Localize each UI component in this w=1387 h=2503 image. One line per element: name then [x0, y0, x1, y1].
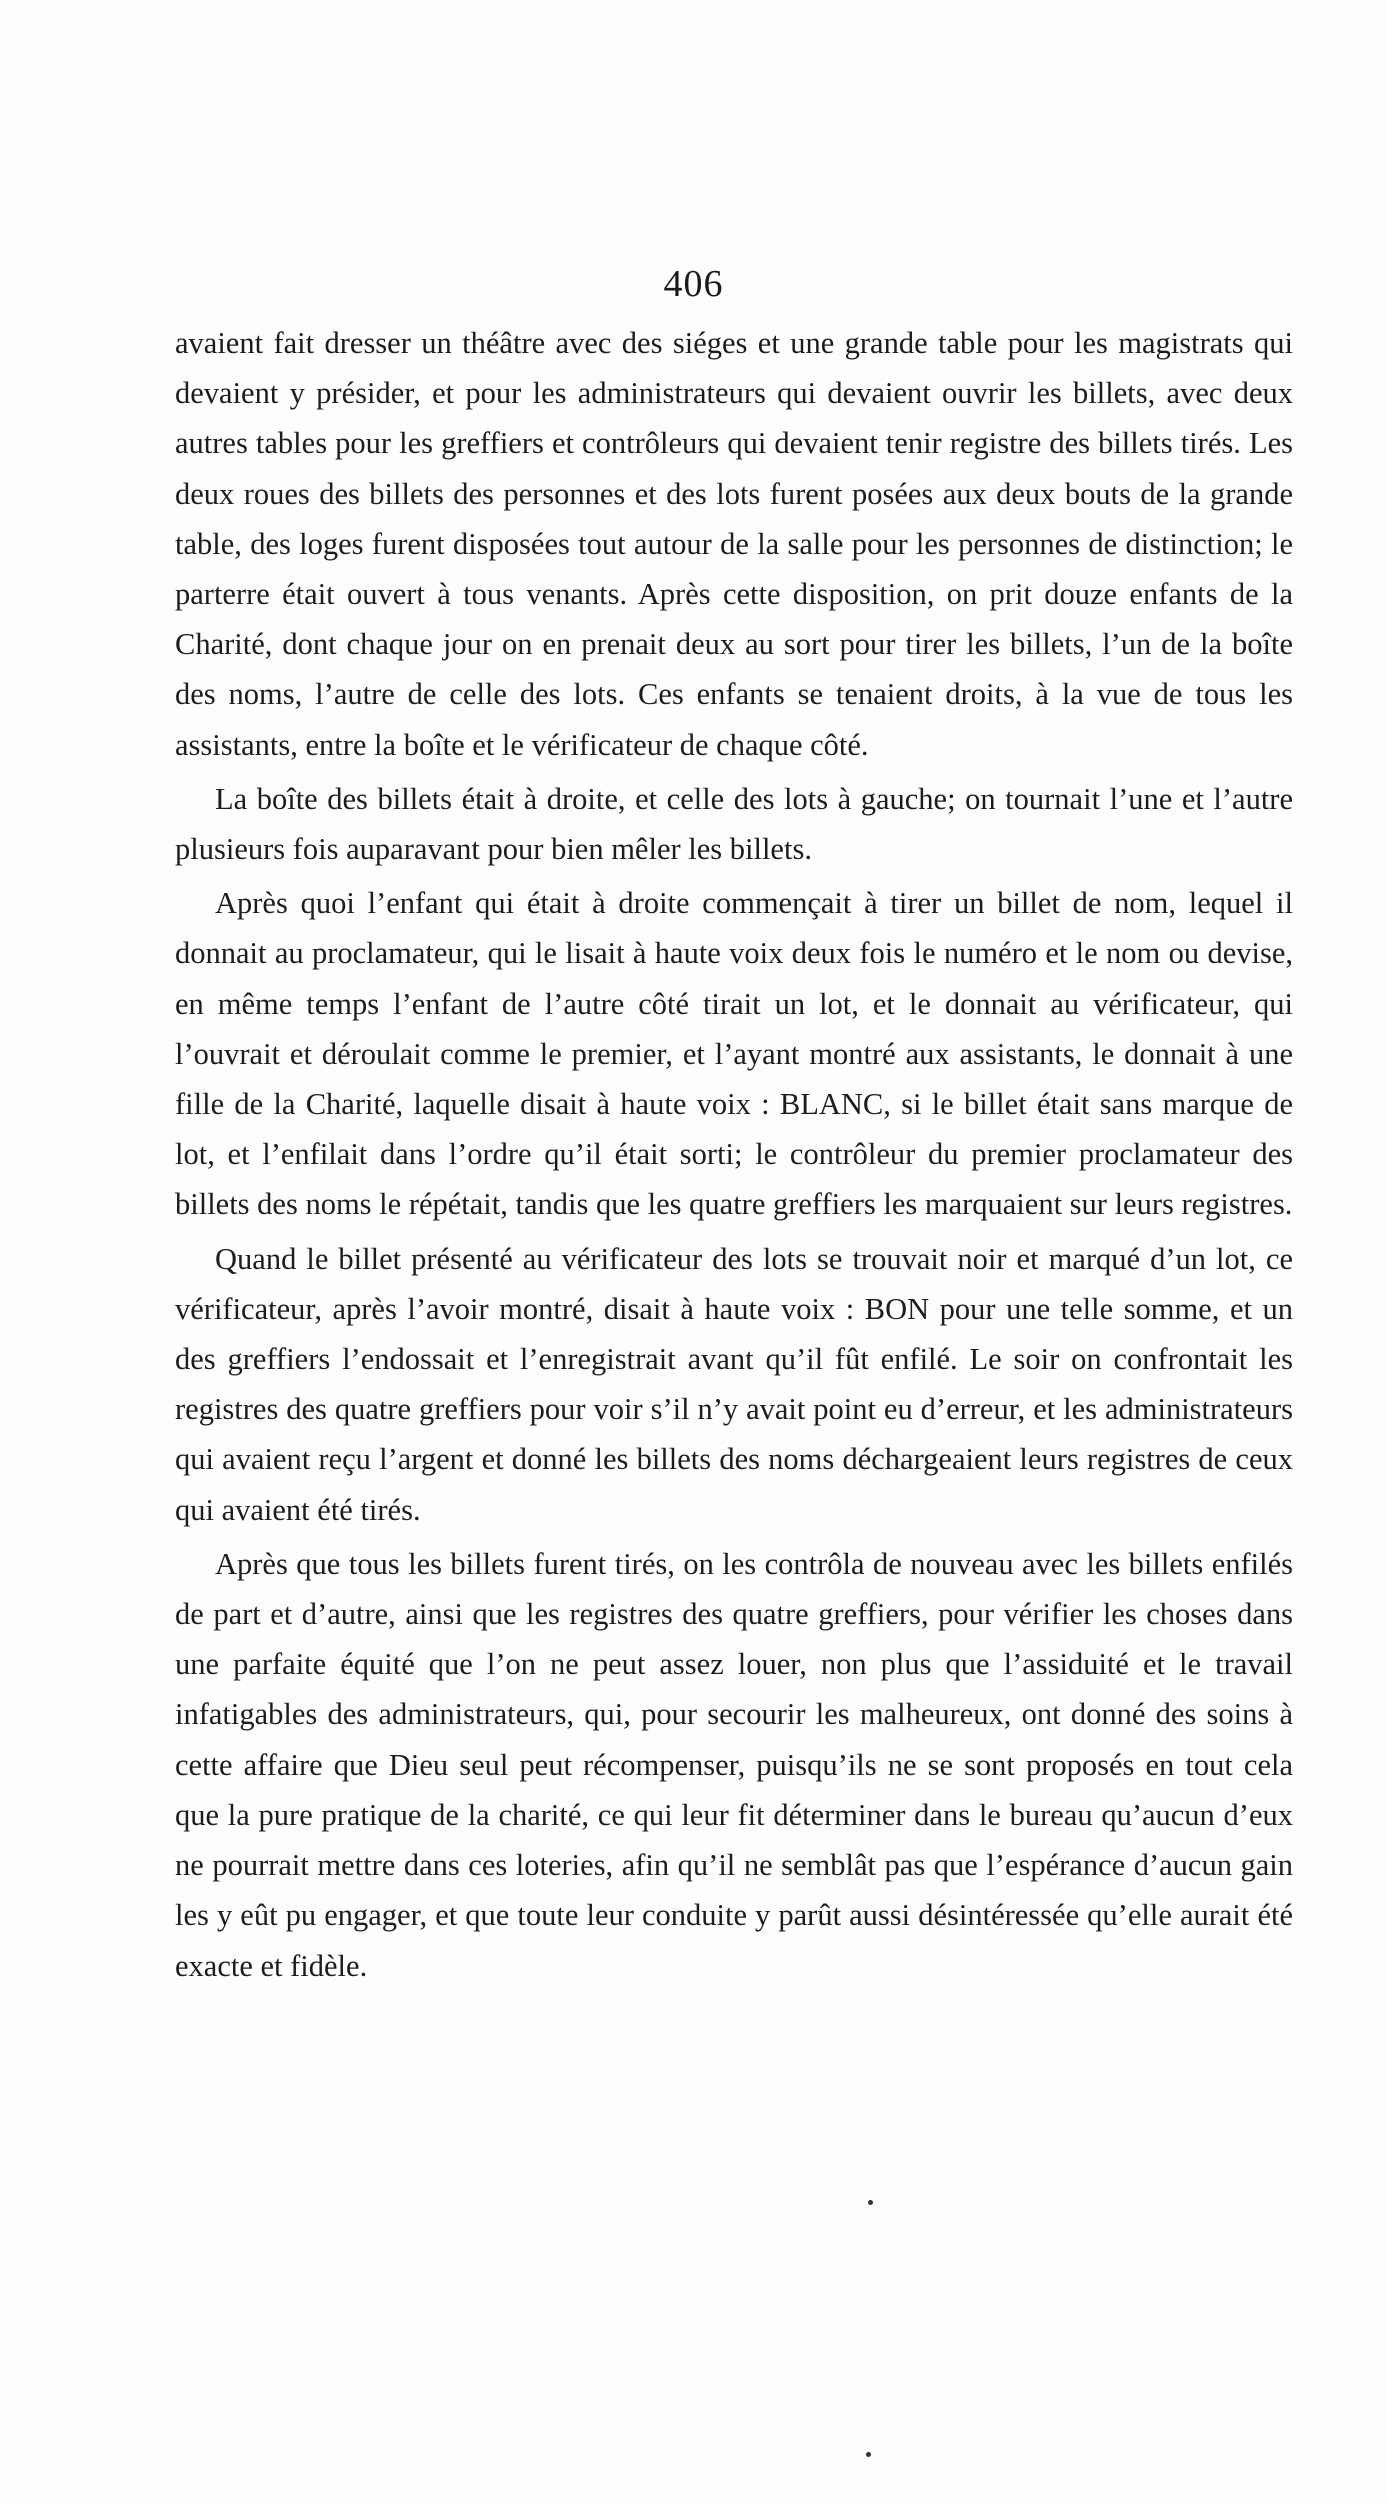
paragraph-5: Après que tous les billets furent tirés, on les contrôla de nouveau avec les billets enfilés de part et d’autre, ainsi que les registres des quatre greffiers, pour vérifier les choses dans une parfaite équité que l’on ne peut assez louer, non plus que l’assiduité et le travail infatigables des administrateurs, qui, pour secourir les malheureux, ont donné des soins à cette affaire que Dieu seul peut récompenser, puisqu’ils ne se sont proposés en tout cela que la pure pratique de la charité, ce qui leur fit déterminer dans le bureau qu’aucun d’eux ne pourrait mettre dans ces loteries, afin qu’il ne semblât pas que l’espérance d’aucun gain les y eût pu engager, et que toute leur conduite y parût aussi désintéressée qu’elle aurait été exacte et fidèle. [175, 1546, 1293, 1983]
paragraph-1: avaient fait dresser un théâtre avec des siéges et une grande table pour les magistrats qui devaient y présider, et pour les administrateurs qui devaient ouvrir les billets, avec deux autres tables pour les greffiers et contrôleurs qui devaient tenir registre des billets tirés. Les deux roues des billets des personnes et des lots furent posées aux deux bouts de la grande table, des loges furent disposées tout autour de la salle pour les personnes de distinction; le parterre était ouvert à tous venants. Après cette disposition, on prit douze enfants de la Charité, dont chaque jour on en prenait deux au sort pour tirer les billets, l’un de la boîte des noms, l’autre de celle des lots. Ces enfants se tenaient droits, à la vue de tous les assistants, entre la boîte et le vérificateur de chaque côté. [175, 326, 1293, 762]
paragraph-4: Quand le billet présenté au vérificateur des lots se trouvait noir et marqué d’un lot, ce vérificateur, après l’avoir montré, disait à haute voix : BON pour une telle somme, et un des greffiers l’endossait et l’enregistrait avant qu’il fût enfilé. Le soir on confrontait les registres des quatre greffiers pour voir s’il n’y avait point eu d’erreur, et les administrateurs qui avaient reçu l’argent et donné les billets des noms déchargeaient leurs registres de ceux qui avaient été tirés. [175, 1241, 1293, 1527]
ink-speck [866, 2452, 871, 2457]
paragraph-3: Après quoi l’enfant qui était à droite commençait à tirer un billet de nom, lequel il donnait au proclamateur, qui le lisait à haute voix deux fois le numéro et le nom ou devise, en même temps l’enfant de l’autre côté tirait un lot, et le donnait au vérificateur, qui l’ouvrait et déroulait comme le premier, et l’ayant montré aux assistants, le donnait à une fille de la Charité, laquelle disait à haute voix : BLANC, si le billet était sans marque de lot, et l’enfilait dans l’ordre qu’il était sorti; le contrôleur du premier proclamateur des billets des noms le répétait, tandis que les quatre greffiers les marquaient sur leurs registres. [175, 886, 1293, 1222]
page-number: 406 [663, 263, 724, 305]
ink-speck [868, 2200, 873, 2205]
body-text [175, 318, 1293, 1995]
paragraph-2: La boîte des billets était à droite, et celle des lots à gauche; on tournait l’une et l’autre plusieurs fois auparavant pour bien mêler les billets. [175, 781, 1293, 867]
